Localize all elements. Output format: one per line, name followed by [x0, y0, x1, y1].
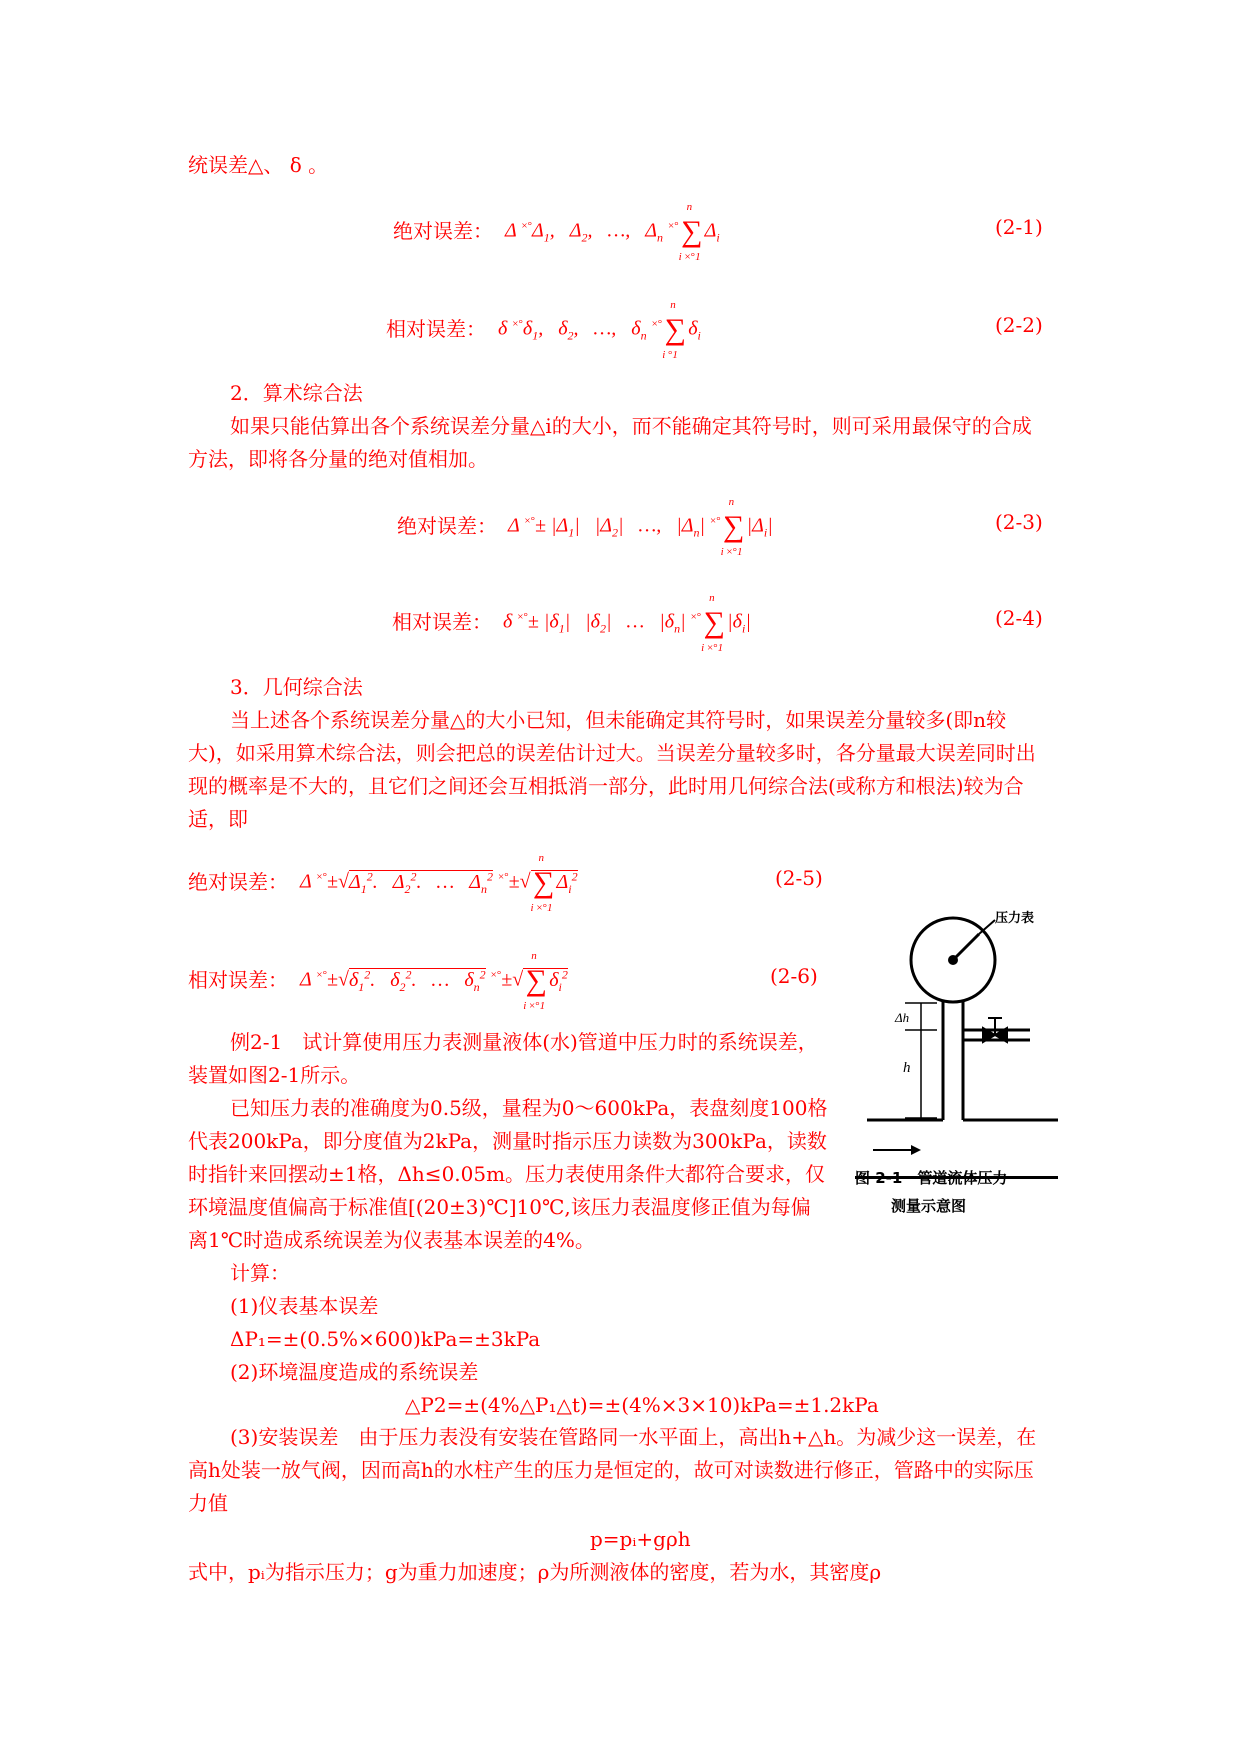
pressure-formula: p=pᵢ+gρh — [590, 1527, 691, 1551]
equation-body: Δ $^{\times^\circ}\Delta_1$, $\Delta_2$, …, $\Delta_n$ ×°∑ n i ×°1 $\Delta_i$ — [505, 201, 720, 263]
calc-title: 计算： — [230, 1261, 290, 1285]
equation-number: (2-4) — [995, 606, 1043, 630]
step-1-formula: ΔP₁=±(0.5%×600)kPa=±3kPa — [230, 1327, 541, 1351]
equation-2-1 — [0, 201, 1241, 265]
equation-label: 相对误差： — [386, 317, 486, 341]
section-3-paragraph: 当上述各个系统误差分量△的大小已知，但未能确定其符号时，如果误差分量较多(即n较大)，如采用算术综合法，则会把总的误差估计过大。当误差分量较多时，各分量最大误差同时出现的概率是不大的，且它们之间还会互相抵消一部分，此时用几何综合法(或称方和根法)较为合适，即 — [188, 708, 1036, 831]
equation-2-2 — [0, 299, 1241, 363]
equation-body: δ $^{\times^\circ}\pm |\delta_1|$ $|\delta_2|$ … $|\delta_n|$ ×°∑ n i ×°1 $|\delta_i|$ — [503, 592, 751, 654]
equation-label: 相对误差： — [392, 610, 492, 634]
equation-number: (2-5) — [775, 866, 823, 890]
equation-2-3 — [0, 496, 1241, 560]
section-2-paragraph: 如果只能估算出各个系统误差分量△i的大小，而不能确定其符号时，则可采用最保守的合成方法，即将各分量的绝对值相加。 — [188, 414, 1032, 471]
equation-label: 相对误差： — [188, 968, 288, 992]
equation-number: (2-3) — [995, 510, 1043, 534]
pipe-gauge-diagram — [855, 900, 1070, 1130]
step-2-title: (2)环境温度造成的系统误差 — [230, 1360, 479, 1384]
step-3-paragraph: (3)安装误差 由于压力表没有安装在管路同一水平面上，高出h+△h。为减少这一误差，在高h处装一放气阀，因而高h的水柱产生的压力是恒定的，故可对读数进行修正，管路中的实际压力值 — [188, 1425, 1037, 1515]
figure-caption-line1: 图 2-1 管道流体压力 — [855, 1169, 1008, 1187]
equation-label: 绝对误差： — [188, 870, 288, 894]
text-line-top: 统误差△、 δ 。 — [188, 153, 329, 177]
pressure-gauge-figure — [855, 900, 1070, 1230]
section-2-title: 2．算术综合法 — [230, 381, 363, 405]
section-3-title: 3．几何综合法 — [230, 675, 363, 699]
figure-caption-line2: 测量示意图 — [891, 1197, 967, 1215]
equation-body: Δ $^{\times^\circ}\pm√\Delta_1^2$. $\Delta_2^2$. … $\Delta_n^2$ ×°±√∑ n i ×°1 $\Delta_i^2$ — [300, 852, 578, 914]
equation-2-4 — [0, 592, 1241, 656]
equation-number: (2-2) — [995, 313, 1043, 337]
step-1-title: (1)仪表基本误差 — [230, 1294, 379, 1318]
example-paragraph-1: 例2-1 试计算使用压力表测量液体(水)管道中压力时的系统误差，装置如图2-1所示。 — [188, 1030, 818, 1087]
equation-label: 绝对误差： — [393, 219, 493, 243]
equation-label: 绝对误差： — [397, 514, 497, 538]
step-2-formula: △P2=±(4%△P₁△t)=±(4%×3×10)kPa=±1.2kPa — [405, 1393, 879, 1417]
equation-body: Δ $^{\times^\circ}\pm√\delta_1^2$. $\delta_2^2$. … $\delta_n^2$ ×°±√∑ n i ×°1 $\delta_i^2$ — [300, 950, 568, 1012]
equation-body: Δ $^{\times^\circ}\pm |\Delta_1|$ $|\Delta_2|$ …, $|\Delta_n|$ ×°∑ n i ×°1 $|\Delta_i|$ — [508, 496, 773, 558]
flow-arrow — [871, 1140, 931, 1160]
last-line: 式中，pᵢ为指示压力；g为重力加速度；ρ为所测液体的密度，若为水，其密度ρ — [188, 1560, 882, 1584]
h-label: h — [903, 1060, 911, 1076]
delta-h-label: Δh — [895, 1010, 910, 1025]
equation-2-6 — [0, 950, 860, 1014]
equation-2-5 — [0, 852, 860, 916]
equation-number: (2-1) — [995, 215, 1043, 239]
equation-body: δ $^{\times^\circ}\delta_1$, $\delta_2$, …, $\delta_n$ ×°∑ n i °1 $\delta_i$ — [498, 299, 701, 361]
example-paragraph-2: 已知压力表的准确度为0.5级，量程为0～600kPa，表盘刻度100格代表200kPa，即分度值为2kPa，测量时指示压力读数为300kPa，读数时指针来回摆动±1格，Δh≤0.05m。压力表使用条件大都符合要求，仅环境温度值偏高于标准值[(20±3)℃]10℃,该压力表温度修正值为每偏离1℃时造成系统误差为仪表基本误差的4%。 — [188, 1096, 828, 1252]
gauge-label: 压力表 — [995, 911, 1035, 926]
equation-number: (2-6) — [770, 964, 818, 988]
